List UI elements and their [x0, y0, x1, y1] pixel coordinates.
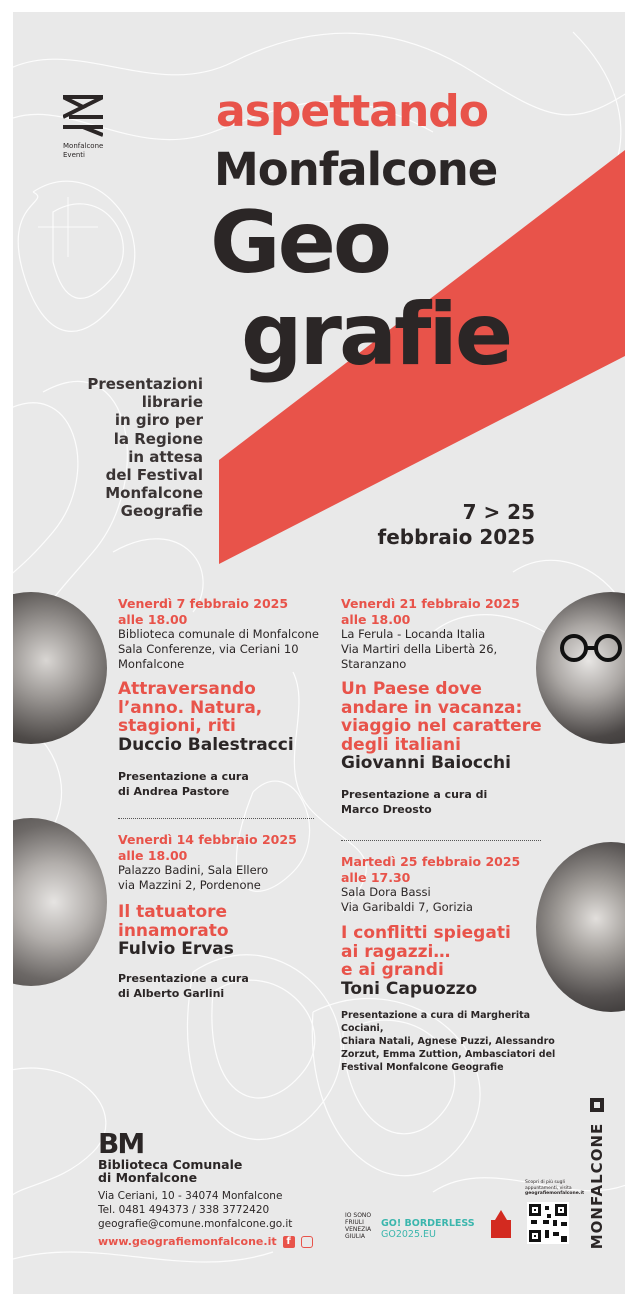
- bm-logo: BM: [98, 1127, 144, 1160]
- intro-text: [43, 375, 203, 521]
- fvg-line: GIULIA: [345, 1233, 366, 1240]
- headline-aspettando: aspettando: [216, 86, 489, 137]
- event-cura-line: Zorzut, Emma Zuttion, Ambasciatori del: [341, 1048, 556, 1060]
- event-3: [341, 596, 551, 817]
- event-1: [118, 596, 338, 799]
- event-title-line: ai ragazzi…: [341, 941, 451, 962]
- library-logo: [98, 1127, 243, 1185]
- event-4: [341, 854, 571, 1074]
- intro-line: Monfalcone: [105, 484, 203, 503]
- contact-info: [98, 1189, 313, 1248]
- phone: Tel. 0481 494373 / 338 3772420: [98, 1204, 270, 1216]
- fvg-logo: [345, 1212, 371, 1240]
- event-cura-line: di Alberto Garlini: [118, 987, 225, 1000]
- event-cura-line: Presentazione a cura: [118, 769, 249, 783]
- event-time: alle 18.00: [118, 847, 188, 863]
- event-date: Martedì 25 febbraio 2025: [341, 854, 521, 869]
- qr-line: Scopri di più sugli: [525, 1180, 565, 1185]
- event-title-line: Il tatuatore: [118, 902, 228, 922]
- event-time: alle 18.00: [341, 611, 411, 627]
- event-title-line: innamorato: [118, 920, 229, 941]
- event-title-line: Attraversando: [118, 679, 256, 699]
- event-cura-line: Presentazione a cura di Margherita Cociani,: [341, 1009, 531, 1034]
- fvg-line: FRIULI: [345, 1219, 364, 1226]
- qr-code-icon[interactable]: [527, 1202, 569, 1244]
- go2025-logo: [381, 1218, 475, 1240]
- event-place-line: Palazzo Badini, Sala Ellero: [118, 863, 269, 877]
- event-place-line: Sala Conferenze, via Ceriani 10: [118, 642, 299, 656]
- intro-line: la Regione: [113, 429, 203, 448]
- m-logo-icon: [63, 94, 103, 138]
- fvg-line: IO SONO: [345, 1212, 372, 1219]
- instagram-icon[interactable]: [301, 1236, 313, 1248]
- email-link[interactable]: geografie@comune.monfalcone.go.it: [98, 1218, 293, 1230]
- city-crest-icon: [587, 1096, 607, 1114]
- date-range-month: febbraio 2025: [377, 525, 535, 549]
- logo-line-1: Monfalcone: [63, 142, 104, 150]
- event-cura-line: Festival Monfalcone Geografie: [341, 1061, 504, 1073]
- crosshair-marks: [38, 197, 98, 257]
- divider: [118, 818, 314, 819]
- event-title-line: e ai grandi: [341, 960, 444, 980]
- event-title-line: Un Paese dove: [341, 679, 482, 699]
- headline-grafie: grafie: [241, 285, 511, 385]
- event-author: Giovanni Baiocchi: [341, 753, 511, 773]
- logo-line-2: Eventi: [63, 151, 85, 159]
- event-author: Duccio Balestracci: [118, 734, 294, 755]
- divider: [341, 840, 541, 841]
- event-cura-line: Chiara Natali, Agnese Puzzi, Alessandro: [341, 1035, 555, 1047]
- event-title-line: stagioni, riti: [118, 716, 236, 736]
- event-title-line: I conflitti spiegati: [341, 923, 511, 943]
- event-place-line: Biblioteca comunale di Monfalcone: [118, 627, 319, 641]
- event-place-line: La Ferula - Locanda Italia: [341, 627, 486, 641]
- monfalcone-eventi-logo: [63, 94, 103, 160]
- intro-line: in attesa: [128, 447, 203, 466]
- qr-caption: [525, 1180, 585, 1197]
- library-name-1: Biblioteca Comunale: [98, 1157, 243, 1172]
- event-place-line: Monfalcone: [118, 657, 185, 671]
- event-time: alle 18.00: [118, 611, 188, 627]
- intro-line: librarie: [141, 393, 203, 412]
- event-place-line: Via Martiri della Libertà 26,: [341, 642, 498, 656]
- headline-geo: Geo: [210, 193, 389, 293]
- date-range: [315, 500, 535, 550]
- event-2: [118, 832, 338, 1001]
- qr-line: geografiemonfalcone.it: [525, 1191, 585, 1196]
- event-cura-line: di Andrea Pastore: [118, 784, 230, 798]
- go-line-2: GO2025.EU: [381, 1229, 436, 1240]
- event-place-line: Via Garibaldi 7, Gorizia: [341, 900, 473, 914]
- event-cura-line: Presentazione a cura: [118, 972, 249, 985]
- event-date: Venerdì 21 febbraio 2025: [341, 596, 520, 611]
- facebook-icon[interactable]: f: [283, 1236, 295, 1248]
- website-row: [98, 1235, 313, 1248]
- library-name-2: di Monfalcone: [98, 1170, 198, 1185]
- sponsor-logo-icon: [489, 1210, 513, 1240]
- event-place-line: Sala Dora Bassi: [341, 885, 431, 899]
- qr-line: appuntamenti, visita: [525, 1185, 572, 1191]
- event-cura-line: Marco Dreosto: [341, 803, 432, 816]
- fvg-line: VENEZIA: [345, 1226, 372, 1233]
- intro-line: Presentazioni: [87, 375, 203, 393]
- event-title-line: degli italiani: [341, 734, 461, 755]
- headline-monfalcone: Monfalcone: [214, 143, 498, 196]
- event-place-line: Staranzano: [341, 657, 407, 671]
- intro-line: del Festival: [105, 466, 203, 485]
- intro-line: in giro per: [114, 411, 203, 430]
- city-vertical-block: [587, 1096, 607, 1256]
- city-vertical-text: MONFALCONE: [588, 1122, 606, 1250]
- website-link[interactable]: www.geografiemonfalcone.it: [98, 1235, 277, 1248]
- event-title-line: l’anno. Natura,: [118, 697, 263, 718]
- date-range-days: 7 > 25: [462, 500, 535, 524]
- event-title-line: andare in vacanza:: [341, 697, 523, 718]
- event-cura-line: Presentazione a cura di: [341, 788, 488, 801]
- event-title-line: viaggio nel carattere: [341, 716, 542, 736]
- go-line-1: GO! BORDERLESS: [381, 1218, 475, 1229]
- event-author: Toni Capuozzo: [341, 978, 478, 999]
- event-date: Venerdì 14 febbraio 2025: [118, 832, 297, 847]
- event-author: Fulvio Ervas: [118, 939, 234, 959]
- poster: [13, 12, 625, 1294]
- event-place-line: via Mazzini 2, Pordenone: [118, 878, 261, 892]
- event-time: alle 17.30: [341, 869, 411, 885]
- intro-line: Geografie: [120, 502, 203, 521]
- address: Via Ceriani, 10 - 34074 Monfalcone: [98, 1190, 283, 1202]
- event-date: Venerdì 7 febbraio 2025: [118, 596, 289, 611]
